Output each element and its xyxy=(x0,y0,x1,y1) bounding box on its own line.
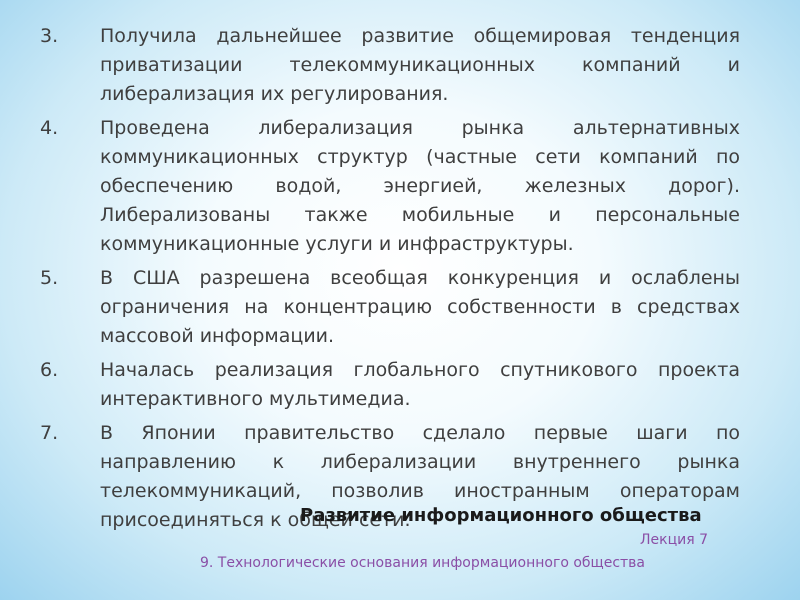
list-item xyxy=(40,264,740,351)
item-text: Проведена либерализация рынка альтернативных коммуникационных структур (частные сети компаний по обеспечению водой, энергией, железных дорог). Либерализованы также мобильные и персональные коммуникационные услуги и инфраструктуры. xyxy=(100,117,740,255)
item-text: Началась реализация глобального спутникового проекта интерактивного мультимедиа. xyxy=(100,359,740,410)
numbered-list xyxy=(40,22,740,540)
list-item xyxy=(40,114,740,259)
item-text: В США разрешена всеобщая конкуренция и ослаблены ограничения на концентрацию собственности в средствах массовой информации. xyxy=(100,267,740,347)
item-number: 4. xyxy=(40,117,59,139)
list-item xyxy=(40,22,740,109)
footer-title: Развитие информационного общества xyxy=(300,505,702,526)
item-text: В Японии правительство сделало первые шаги по направлению к либерализации внутреннего рынка телекоммуникаций, позволив иностранным операторам присоединяться к общей сети. xyxy=(100,422,740,531)
item-number: 3. xyxy=(40,25,59,47)
list-item xyxy=(40,356,740,414)
footer-lecture: Лекция 7 xyxy=(640,532,709,548)
item-number: 7. xyxy=(40,422,59,444)
item-text: Получила дальнейшее развитие общемировая тенденция приватизации телекоммуникационных компаний и либерализация их регулирования. xyxy=(100,25,740,105)
item-number: 6. xyxy=(40,359,59,381)
footer-subtitle: 9. Технологические основания информационного общества xyxy=(200,555,646,571)
item-number: 5. xyxy=(40,267,59,289)
